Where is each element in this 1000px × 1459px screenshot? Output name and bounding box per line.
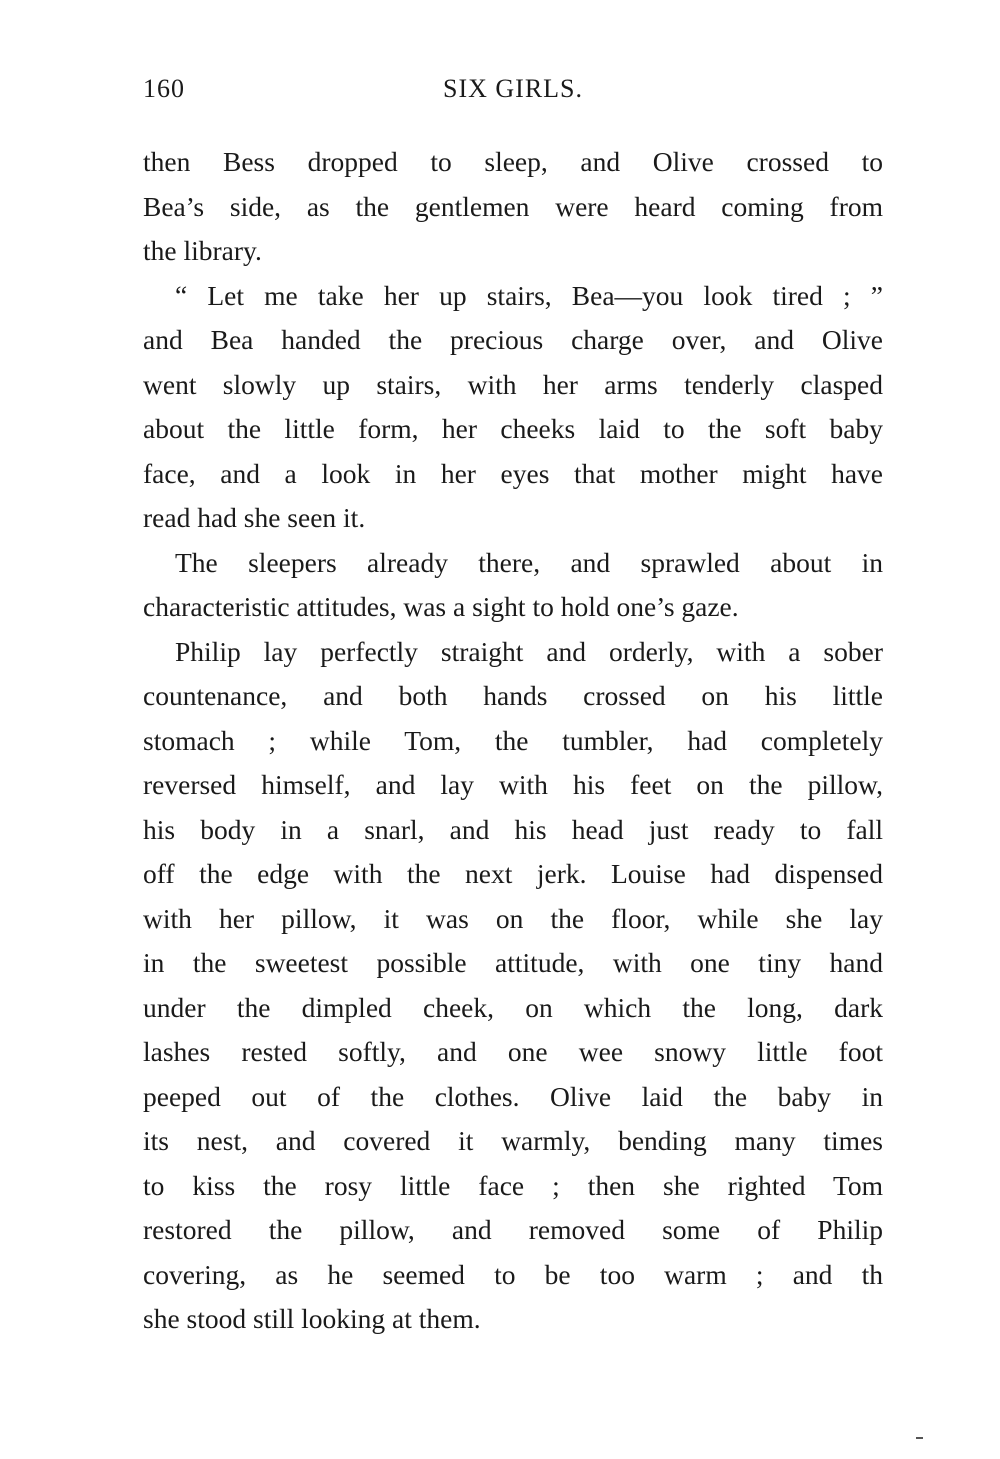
body-text [143,140,883,1342]
text-line: read had she seen it. [143,502,366,533]
text-line: “ Let me take her up stairs, Bea—you look tired ; ” [175,279,883,311]
text-line: The sleepers already there, and sprawled about in [175,546,883,578]
text-line: went slowly up stairs, with her arms tenderly clasped [143,368,883,400]
running-title: SIX GIRLS. [442,74,583,103]
text-line: the library. [143,235,262,266]
text-line: about the little form, her cheeks laid to the soft baby [143,413,883,444]
text-line: restored the pillow, and removed some of Philip [143,1214,883,1245]
scan-speck [916,1437,923,1439]
text-line: face, and a look in her eyes that mother might have [143,457,883,489]
text-line: then Bess dropped to sleep, and Olive crossed to [143,146,883,177]
text-line: covering, as he seemed to be too warm ; and th [143,1258,883,1290]
page-header [143,74,883,114]
text-line: Bea’s side, as the gentlemen were heard coming from [143,190,883,222]
text-line: and Bea handed the precious charge over, and Olive [143,324,883,355]
text-line: under the dimpled cheek, on which the long, dark [143,991,883,1023]
text-line: stomach ; while Tom, the tumbler, had completely [143,724,883,756]
text-line: she stood still looking at them. [143,1303,481,1334]
text-line: off the edge with the next jerk. Louise had dispensed [143,858,883,889]
text-line: with her pillow, it was on the floor, while she lay [143,902,883,934]
text-line: peeped out of the clothes. Olive laid the baby in [143,1080,883,1112]
text-line: Philip lay perfectly straight and orderly, with a sober [175,635,883,667]
text-line: reversed himself, and lay with his feet on the pillow, [143,769,883,800]
text-line: characteristic attitudes, was a sight to hold one’s gaze. [143,591,739,622]
text-line: to kiss the rosy little face ; then she righted Tom [143,1169,883,1201]
text-line: his body in a snarl, and his head just ready to fall [143,813,883,845]
text-line: in the sweetest possible attitude, with one tiny hand [143,947,883,978]
text-line: countenance, and both hands crossed on his little [143,680,883,711]
text-line: its nest, and covered it warmly, bending many times [143,1125,883,1156]
text-line: lashes rested softly, and one wee snowy little foot [143,1036,883,1067]
page-number: 160 [143,74,185,103]
